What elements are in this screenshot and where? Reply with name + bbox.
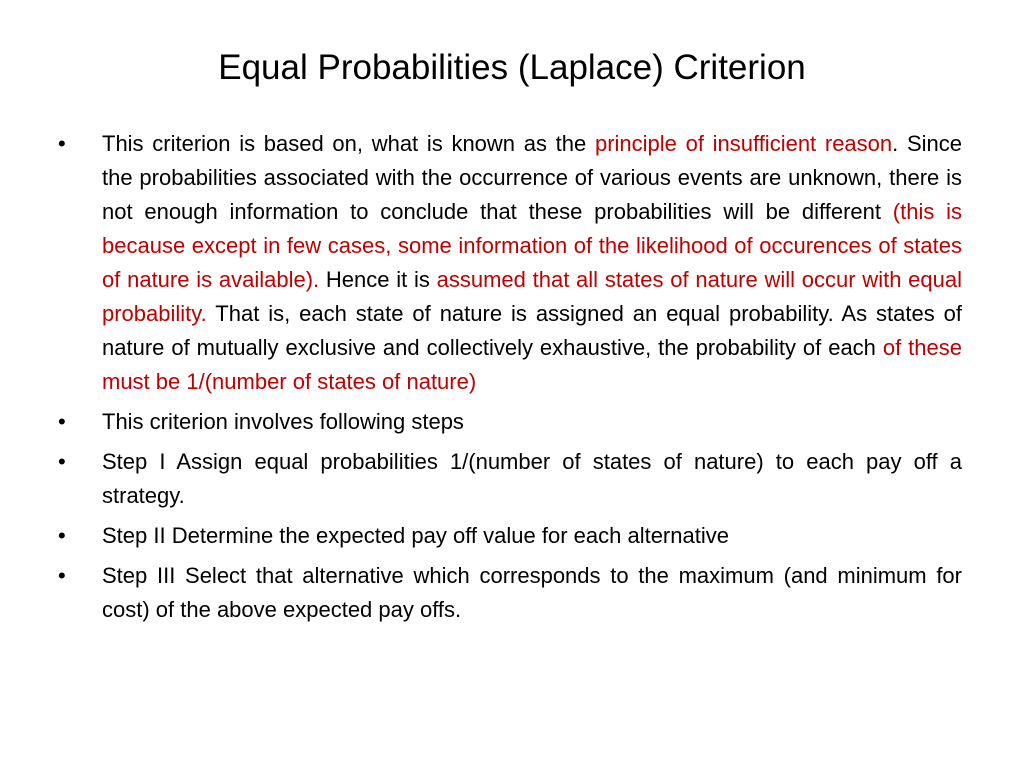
text-segment: That is, each state of nature is assigned an equal probability. As states of nature of mutually exclusive and collectively exhaustive, the probability of each	[102, 301, 962, 360]
bullet-text	[102, 405, 962, 439]
bullet-item	[56, 445, 962, 513]
bullet-text	[102, 559, 962, 627]
text-segment: Hence it is	[319, 267, 437, 292]
bullet-item	[56, 127, 962, 399]
bullet-icon: •	[58, 523, 66, 548]
text-segment: This criterion involves following steps	[102, 409, 464, 434]
bullet-text	[102, 445, 962, 513]
bullet-text	[102, 519, 962, 553]
text-segment: This criterion is based on, what is known as the	[102, 131, 595, 156]
bullet-list	[56, 127, 962, 633]
slide-title: Equal Probabilities (Laplace) Criterion	[218, 48, 806, 87]
highlighted-text-segment: principle of insufficient reason	[594, 131, 893, 156]
bullet-icon: •	[58, 449, 66, 474]
text-segment: Step II Determine the expected pay off value for each alternative	[102, 523, 729, 548]
bullet-text	[102, 127, 962, 399]
text-segment: . Since the probabilities associated with the occurrence of various events are unknown, there is not enough information to conclude that these probabilities will be different	[102, 131, 962, 224]
bullet-item	[56, 519, 962, 553]
highlighted-text-segment: assumed that all states of nature will occur with equal probability.	[102, 267, 963, 326]
bullet-item	[56, 405, 962, 439]
bullet-icon: •	[58, 563, 66, 588]
highlighted-text-segment: of these must be 1/(number of states of nature)	[102, 335, 962, 394]
bullet-icon: •	[58, 409, 66, 434]
bullet-item	[56, 559, 962, 627]
text-segment: Step III Select that alternative which corresponds to the maximum (and minimum for cost) of the above expected pay offs.	[102, 563, 962, 622]
text-segment: Step I Assign equal probabilities 1/(number of states of nature) to each pay off a strategy.	[102, 449, 962, 508]
highlighted-text-segment: (this is because except in few cases, some information of the likelihood of occurences of states of nature is available).	[102, 199, 962, 292]
bullet-icon: •	[58, 131, 66, 156]
